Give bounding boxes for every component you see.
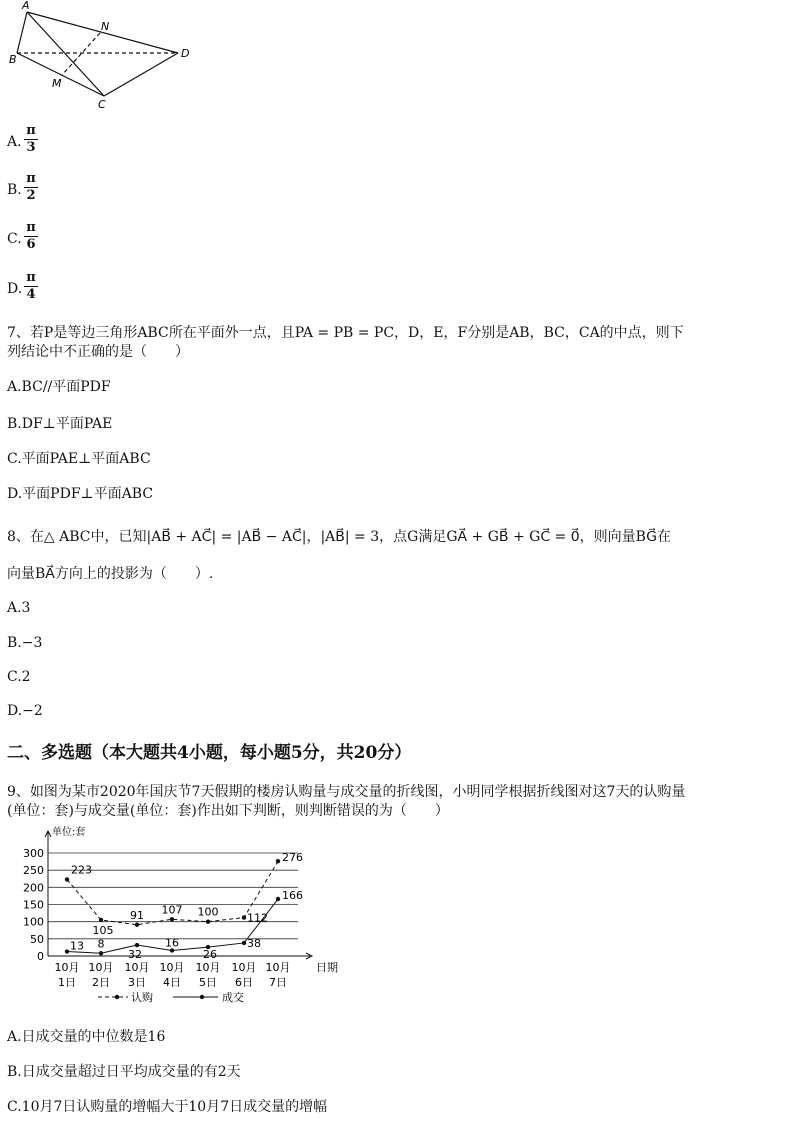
x-tick-label: 5日 (199, 976, 217, 989)
x-tick-label: 10月 (231, 961, 257, 974)
data-point (276, 897, 280, 901)
legend-marker (200, 995, 204, 999)
edge-CD (104, 53, 178, 96)
q7-option-b[interactable]: B.DF⊥平面PAE (7, 416, 113, 432)
q7-option-d[interactable]: D.平面PDF⊥平面ABC (7, 486, 154, 502)
x-tick-label: 6日 (235, 976, 253, 989)
q7-option-c[interactable]: C.平面PAE⊥平面ABC (7, 451, 151, 467)
y-tick-label: 0 (37, 950, 44, 963)
y-tick-label: 50 (30, 932, 44, 946)
label-M: M (52, 77, 62, 90)
x-tick-label: 1日 (58, 976, 76, 989)
q8-option-b[interactable]: B.−3 (7, 635, 43, 651)
q7-stem-line1: 7、若P是等边三角形ABC所在平面外一点，且PA = PB = PC，D，E，F分别是AB，BC，CA的中点，则下 (7, 325, 684, 341)
data-label: 26 (203, 948, 217, 962)
y-axis-label: 单位:套 (52, 827, 86, 838)
q8-option-d[interactable]: D.−2 (7, 703, 43, 719)
data-label: 16 (165, 936, 179, 950)
y-tick-label: 150 (23, 898, 44, 912)
x-tick-label: 4日 (163, 976, 181, 989)
section-title: 二、多选题（本大题共4小题，每小题5分，共20分） (7, 743, 412, 763)
data-label: 100 (197, 905, 219, 919)
data-label: 38 (247, 936, 261, 950)
line-chart (10, 822, 355, 1010)
x-tick-label: 10月 (265, 961, 291, 974)
q8-option-c[interactable]: C.2 (7, 669, 31, 685)
data-label: 13 (70, 939, 84, 953)
data-label: 32 (128, 948, 142, 962)
x-axis-label: 日期 (316, 961, 338, 974)
y-tick-label: 100 (23, 915, 44, 929)
x-tick-label: 10月 (54, 961, 80, 974)
data-label: 8 (97, 937, 105, 951)
fraction: π 6 (24, 221, 38, 252)
q9-stem-line1: 9、如图为某市2020年国庆节7天假期的楼房认购量与成交量的折线图，小明同学根据折线图对这7天的认购量 (7, 784, 686, 800)
fraction: π 3 (24, 124, 38, 155)
q7-option-a[interactable]: A.BC//平面PDF (7, 379, 111, 395)
x-tick-label: 7日 (269, 976, 287, 989)
data-point (65, 949, 69, 953)
q7-stem-line2: 列结论中不正确的是（ ） (7, 344, 189, 360)
q9-option-c[interactable]: C.10月7日认购量的增幅大于10月7日成交量的增幅 (7, 1099, 328, 1115)
y-tick-label: 250 (23, 864, 44, 878)
edge-AC (27, 12, 104, 96)
data-label: 105 (92, 923, 114, 937)
label-A: A (22, 0, 30, 12)
q9-option-a[interactable]: A.日成交量的中位数是16 (7, 1029, 166, 1045)
tetrahedron-figure (0, 0, 210, 112)
data-label: 112 (247, 911, 268, 925)
label-C: C (98, 98, 106, 111)
legend-label: 成交 (222, 991, 244, 1004)
fraction: π 4 (24, 271, 38, 302)
data-label: 107 (161, 903, 183, 917)
data-point (242, 941, 246, 945)
data-point (206, 919, 210, 923)
option-letter: B. (7, 182, 22, 198)
option-letter: A. (7, 134, 22, 150)
segment-MN-hidden (62, 33, 100, 75)
option-letter: D. (7, 281, 23, 297)
y-tick-label: 300 (23, 847, 44, 860)
x-tick-label: 10月 (124, 961, 150, 974)
data-label: 223 (71, 863, 92, 877)
x-tick-label: 3日 (128, 976, 146, 989)
data-point (135, 943, 139, 947)
x-tick-label: 10月 (195, 961, 221, 974)
legend-marker (115, 995, 119, 999)
option-letter: C. (7, 231, 22, 247)
q8-stem-line1: 8、在△ ABC中，已知|AB⃗ + AC⃗| = |AB⃗ − AC⃗|，|AB⃗| = 3，点G满足GA⃗ + GB⃗ + GC⃗ = 0⃗，则向量BG⃗在 (7, 529, 672, 545)
data-point (276, 859, 280, 863)
data-point (242, 915, 246, 919)
fraction: π 2 (24, 172, 38, 203)
q9-option-b[interactable]: B.日成交量超过日平均成交量的有2天 (7, 1064, 241, 1080)
edge-AB (17, 12, 27, 53)
data-point (170, 917, 174, 921)
label-N: N (101, 20, 110, 33)
label-B: B (9, 53, 17, 66)
q8-stem-line2: 向量BA⃗方向上的投影为（ ）. (7, 566, 214, 582)
data-label: 91 (130, 908, 144, 922)
legend-label: 认购 (131, 991, 153, 1004)
x-tick-label: 10月 (159, 961, 185, 974)
q9-stem-line2: (单位：套)与成交量(单位：套)作出如下判断，则判断错误的为（ ） (7, 803, 449, 819)
data-point (65, 877, 69, 881)
x-tick-label: 2日 (92, 976, 110, 989)
data-label: 276 (282, 851, 303, 865)
y-tick-label: 200 (23, 881, 44, 895)
x-tick-label: 10月 (88, 961, 114, 974)
data-point (99, 918, 103, 922)
data-point (99, 951, 103, 955)
data-point (135, 923, 139, 927)
label-D: D (181, 47, 190, 60)
q8-option-a[interactable]: A.3 (7, 600, 31, 616)
data-label: 166 (282, 889, 303, 903)
